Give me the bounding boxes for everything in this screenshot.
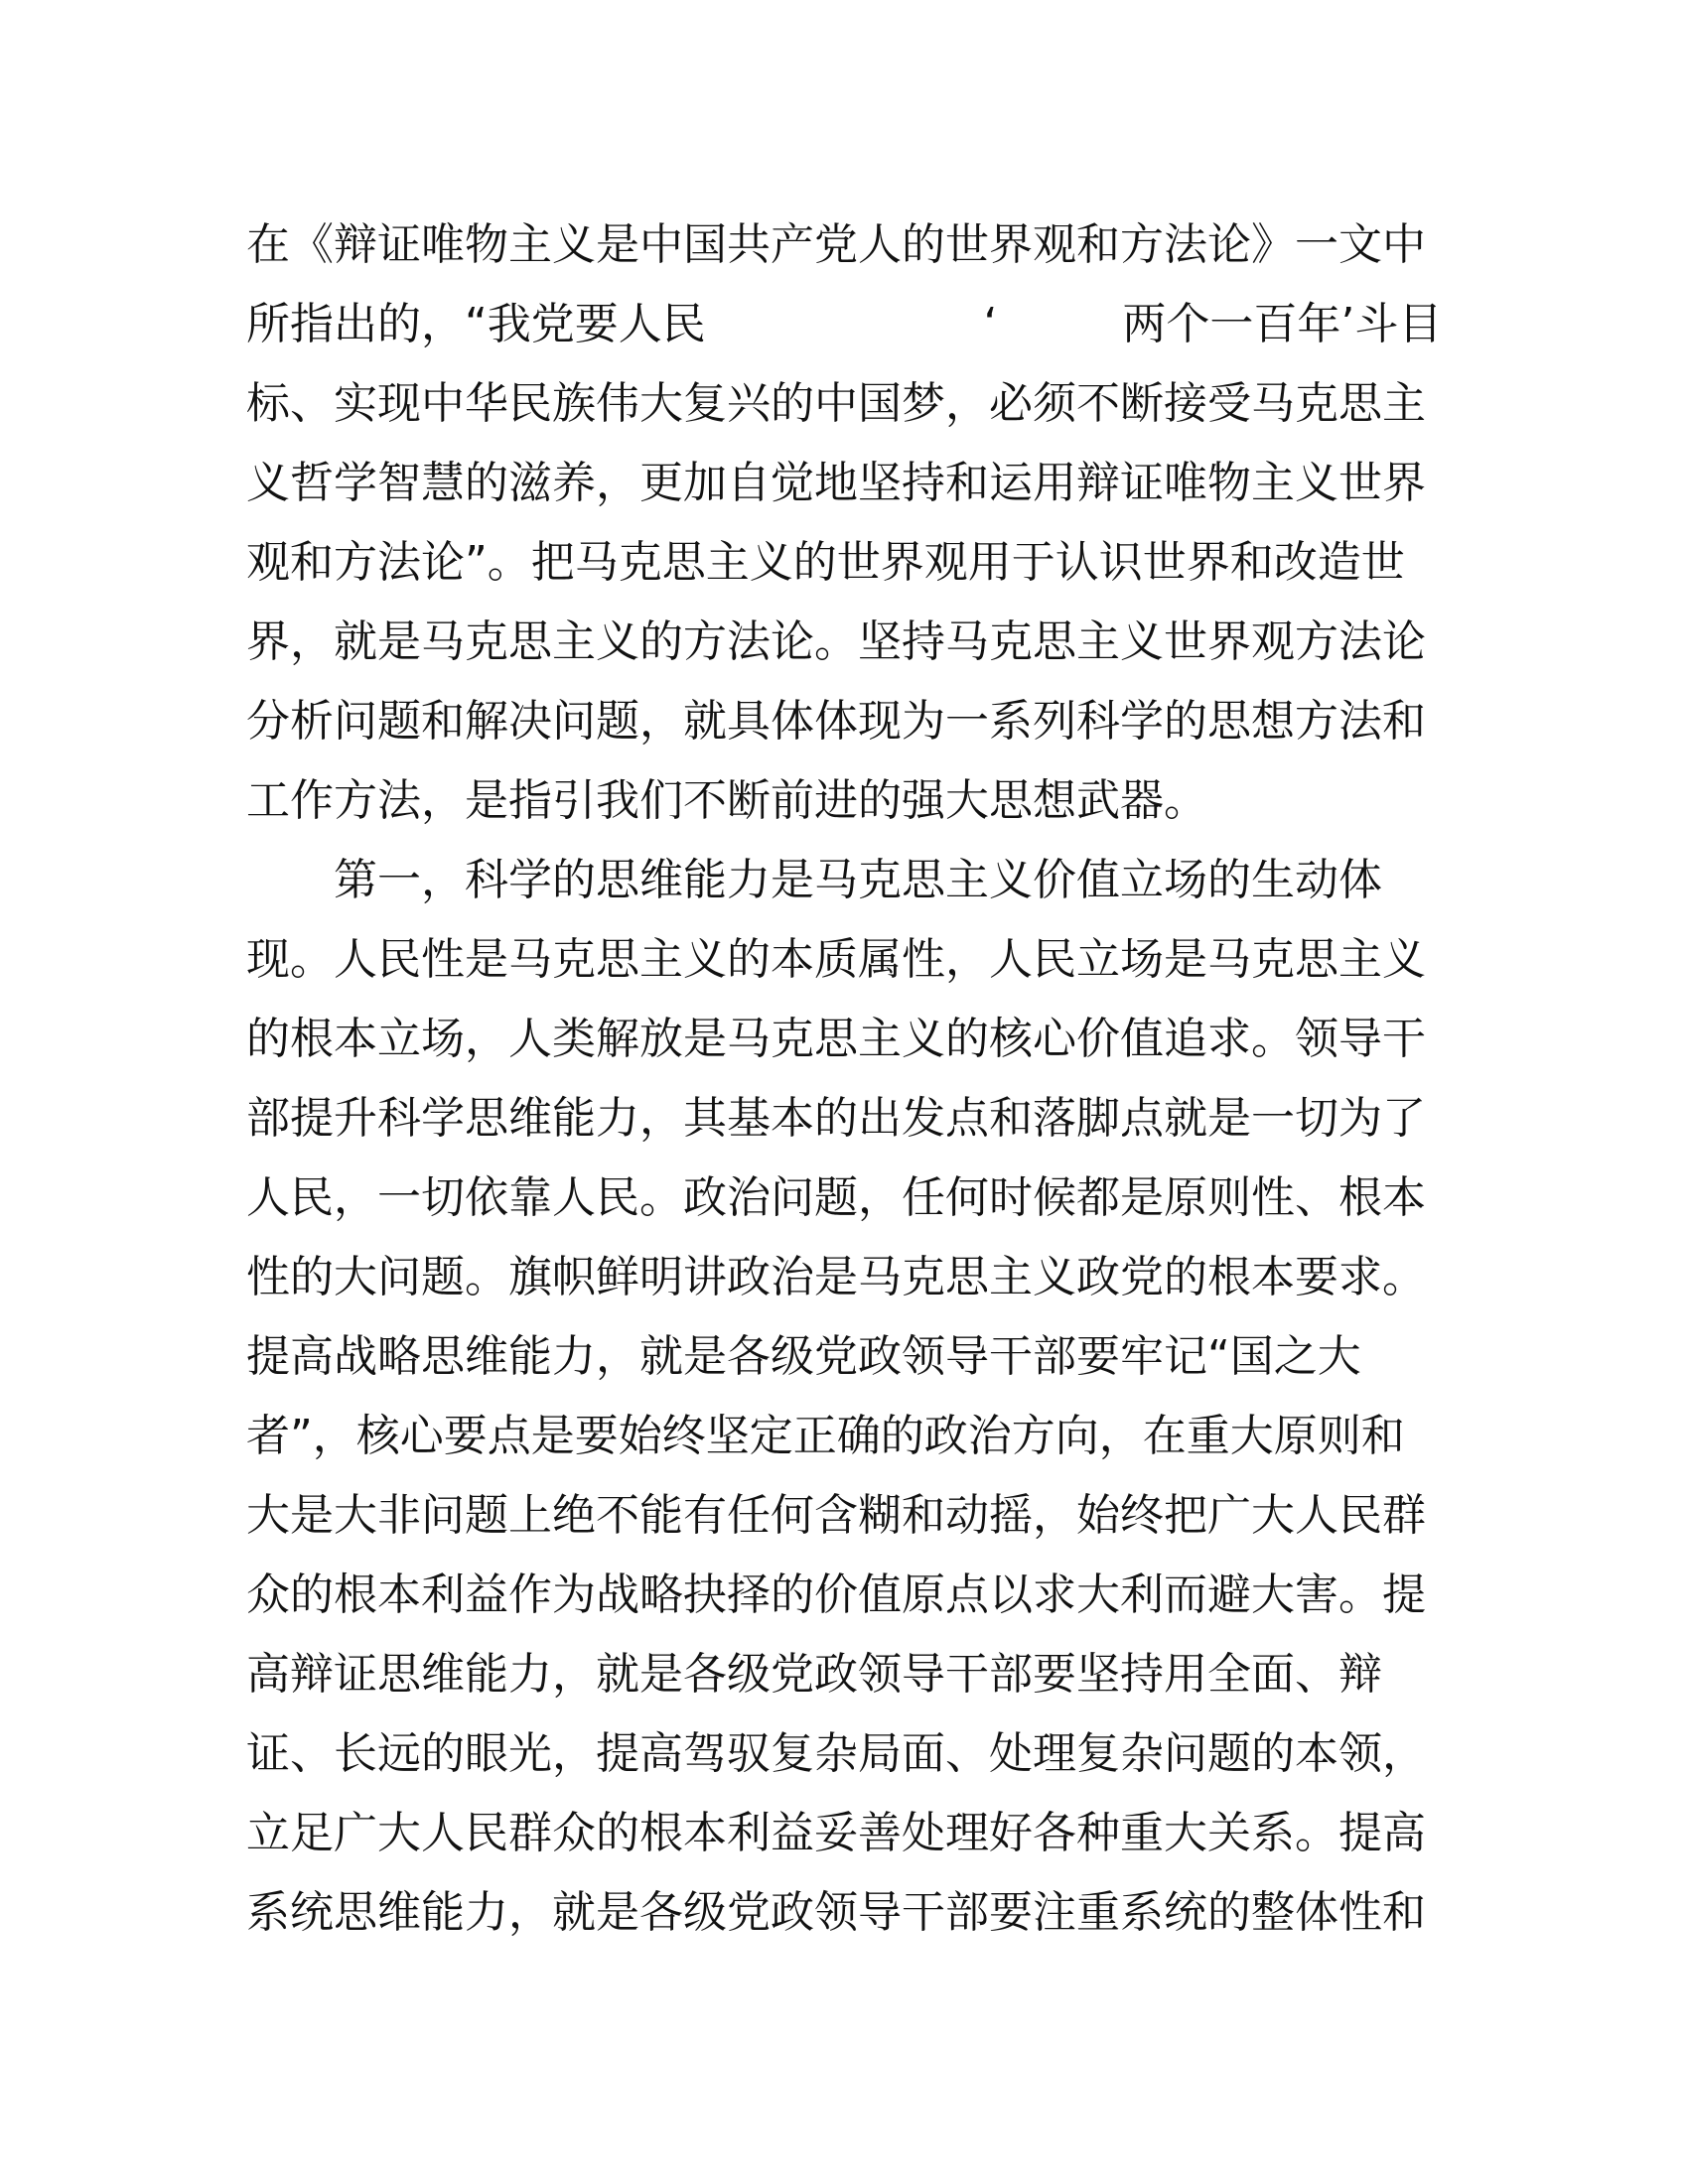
- paragraph-line: 界，就是马克思主义的方法论。坚持马克思主义世界观方法论: [246, 616, 1426, 667]
- paragraph-line: 众的根本利益作为战略抉择的价值原点以求大利而避大害。提: [246, 1570, 1426, 1620]
- paragraph-line: 证、长远的眼光，提高驾驭复杂局面、处理复杂问题的本领，: [246, 1728, 1426, 1779]
- paragraph-line: 部提升科学思维能力，其基本的出发点和落脚点就是一切为了: [246, 1093, 1426, 1144]
- paragraph-line: 现。人民性是马克思主义的本质属性，人民立场是马克思主义: [246, 934, 1426, 985]
- paragraph-first-line: 第一，科学的思维能力是马克思主义价值立场的生动体: [334, 855, 1382, 905]
- paragraph-line: 立足广大人民群众的根本利益妥善处理好各种重大关系。提高: [246, 1808, 1426, 1858]
- paragraph-line: 人民，一切依靠人民。政治问题，任何时候都是原则性、根本: [246, 1172, 1426, 1223]
- paragraph-line: 在《辩证唯物主义是中国共产党人的世界观和方法论》一文中: [246, 219, 1426, 270]
- paragraph-line: 提高战略思维能力，就是各级党政领导干部要牢记“国之大: [246, 1331, 1361, 1382]
- paragraph-1: [246, 205, 1443, 841]
- paragraph-line: 分析问题和解决问题，就具体体现为一系列科学的思想方法和: [246, 696, 1426, 747]
- paragraph-line: 观和方法论”。把马克思主义的世界观用于认识世界和改造世: [246, 537, 1405, 588]
- paragraph-line: 的根本立场，人类解放是马克思主义的核心价值追求。领导干: [246, 1014, 1426, 1064]
- paragraph-line: 高辩证思维能力，就是各级党政领导干部要坚持用全面、辩: [246, 1649, 1382, 1700]
- paragraph-line: 所指出的，“我党要人民 ‘ 两个一百年’斗目: [246, 299, 1443, 349]
- paragraph-line: 工作方法，是指引我们不断前进的强大思想武器。: [246, 775, 1207, 826]
- paragraph-line: 标、实现中华民族伟大复兴的中国梦，必须不断接受马克思主: [246, 378, 1426, 429]
- paragraph-line: 者”，核心要点是要始终坚定正确的政治方向，在重大原则和: [246, 1411, 1405, 1461]
- paragraph-2: [246, 841, 1438, 1953]
- paragraph-line: 性的大问题。旗帜鲜明讲政治是马克思主义政党的根本要求。: [246, 1252, 1426, 1302]
- paragraph-line: 大是大非问题上绝不能有任何含糊和动摇，始终把广大人民群: [246, 1490, 1426, 1541]
- paragraph-line: 义哲学智慧的滋养，更加自觉地坚持和运用辩证唯物主义世界: [246, 458, 1426, 508]
- paragraph-line: 系统思维能力，就是各级党政领导干部要注重系统的整体性和: [246, 1887, 1426, 1938]
